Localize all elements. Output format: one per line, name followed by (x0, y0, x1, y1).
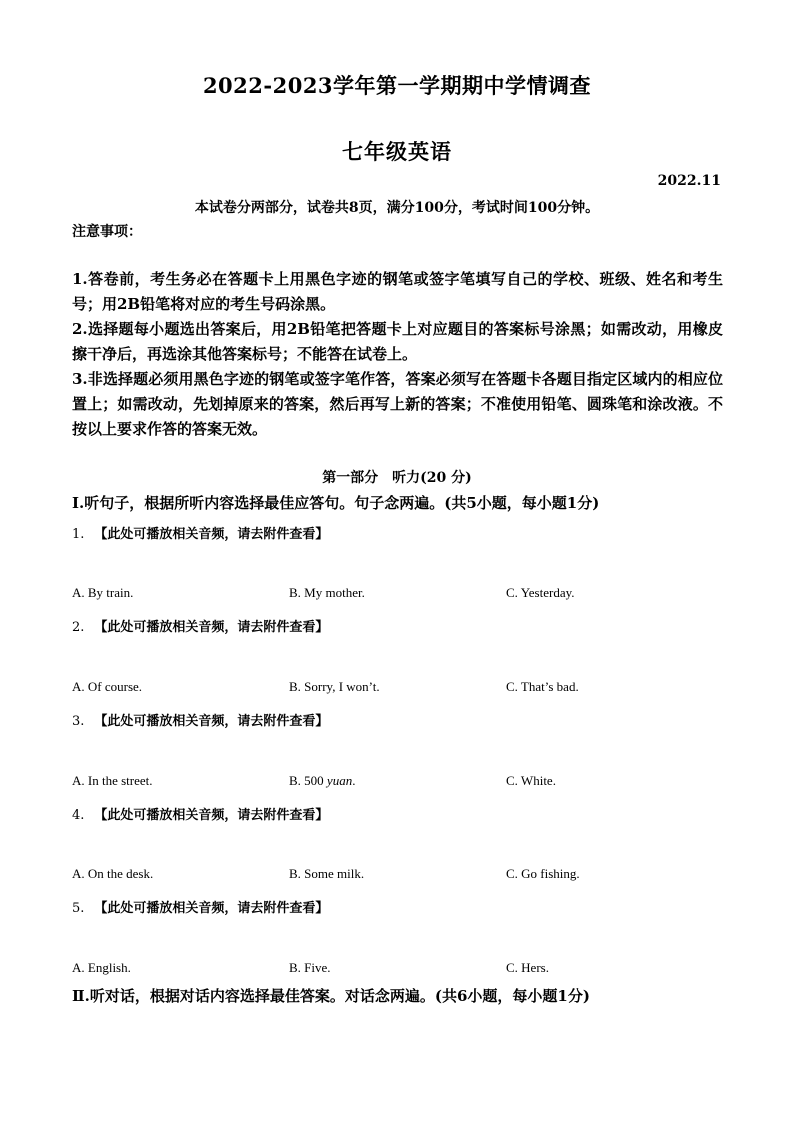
question-number: 3. (72, 714, 85, 729)
page-title: 2022-2023学年第一学期期中学情调查 (202, 73, 592, 98)
part-title: 第一部分 听力(20 分) (322, 470, 472, 486)
option-a: A. By train. (72, 585, 134, 600)
question-5 (72, 897, 328, 916)
option-c: C. That’s bad. (506, 679, 579, 694)
option-b: B. My mother. (289, 585, 365, 600)
audio-placeholder[interactable]: 【此处可播放相关音频，请去附件查看】 (94, 527, 329, 542)
audio-placeholder[interactable]: 【此处可播放相关音频，请去附件查看】 (94, 901, 329, 916)
note-item: 3.非选择题必须用黑色字迹的钢笔或签字笔作答，答案必须写在答题卡各题目指定区域内的相应位置上；如需改动，先划掉原来的答案，然后再写上新的答案；不准使用铅笔、圆珠笔和涂改液。不按以上要求作答的答案无效。 (72, 370, 723, 438)
question-number: 2. (72, 620, 85, 635)
option-b-suffix: . (352, 773, 356, 788)
question-4 (72, 804, 328, 823)
question-number: 4. (72, 808, 85, 823)
option-c: C. White. (506, 773, 556, 788)
option-a: A. English. (72, 960, 131, 975)
note-item: 2.选择题每小题选出答案后，用2B铅笔把答题卡上对应题目的答案标号涂黑；如需改动，用橡皮擦干净后，再选涂其他答案标号；不能答在试卷上。 (72, 320, 723, 363)
question-number: 5. (72, 901, 85, 916)
note-item: 1.答卷前，考生务必在答题卡上用黑色字迹的钢笔或签字笔填写自己的学校、班级、姓名和考生号；用2B铅笔将对应的考生号码涂黑。 (72, 270, 723, 313)
audio-placeholder[interactable]: 【此处可播放相关音频，请去附件查看】 (94, 620, 329, 635)
question-1 (72, 523, 328, 542)
question-number: 1. (72, 527, 85, 542)
option-c: C. Go fishing. (506, 866, 580, 881)
option-b-prefix: B. 500 (289, 773, 327, 788)
option-b: B. Sorry, I won’t. (289, 679, 380, 694)
audio-placeholder[interactable]: 【此处可播放相关音频，请去附件查看】 (94, 714, 329, 729)
page-subtitle: 七年级英语 (342, 139, 452, 164)
option-b-italic: yuan (326, 773, 353, 788)
section-2-heading: Ⅱ.听对话，根据对话内容选择最佳答案。对话念两遍。(共6小题，每小题1分) (72, 987, 590, 1005)
option-b: B. Some milk. (289, 866, 365, 881)
question-3 (72, 710, 328, 729)
option-a: A. In the street. (72, 773, 153, 788)
option-b: B. Five. (289, 960, 331, 975)
notes-list (72, 267, 723, 442)
audio-placeholder[interactable]: 【此处可播放相关音频，请去附件查看】 (94, 808, 329, 823)
option-c: C. Hers. (506, 960, 549, 975)
exam-intro: 本试卷分两部分，试卷共8页，满分100分，考试时间100分钟。 (194, 200, 600, 216)
exam-date: 2022.11 (657, 173, 721, 189)
section-1-heading: I.听句子，根据所听内容选择最佳应答句。句子念两遍。(共5小题，每小题1分) (72, 494, 600, 512)
option-b (289, 773, 355, 789)
option-a: A. Of course. (72, 679, 143, 694)
option-c: C. Yesterday. (506, 585, 575, 600)
notice-heading: 注意事项： (72, 224, 142, 240)
option-a: A. On the desk. (72, 866, 154, 881)
question-2 (72, 616, 328, 635)
